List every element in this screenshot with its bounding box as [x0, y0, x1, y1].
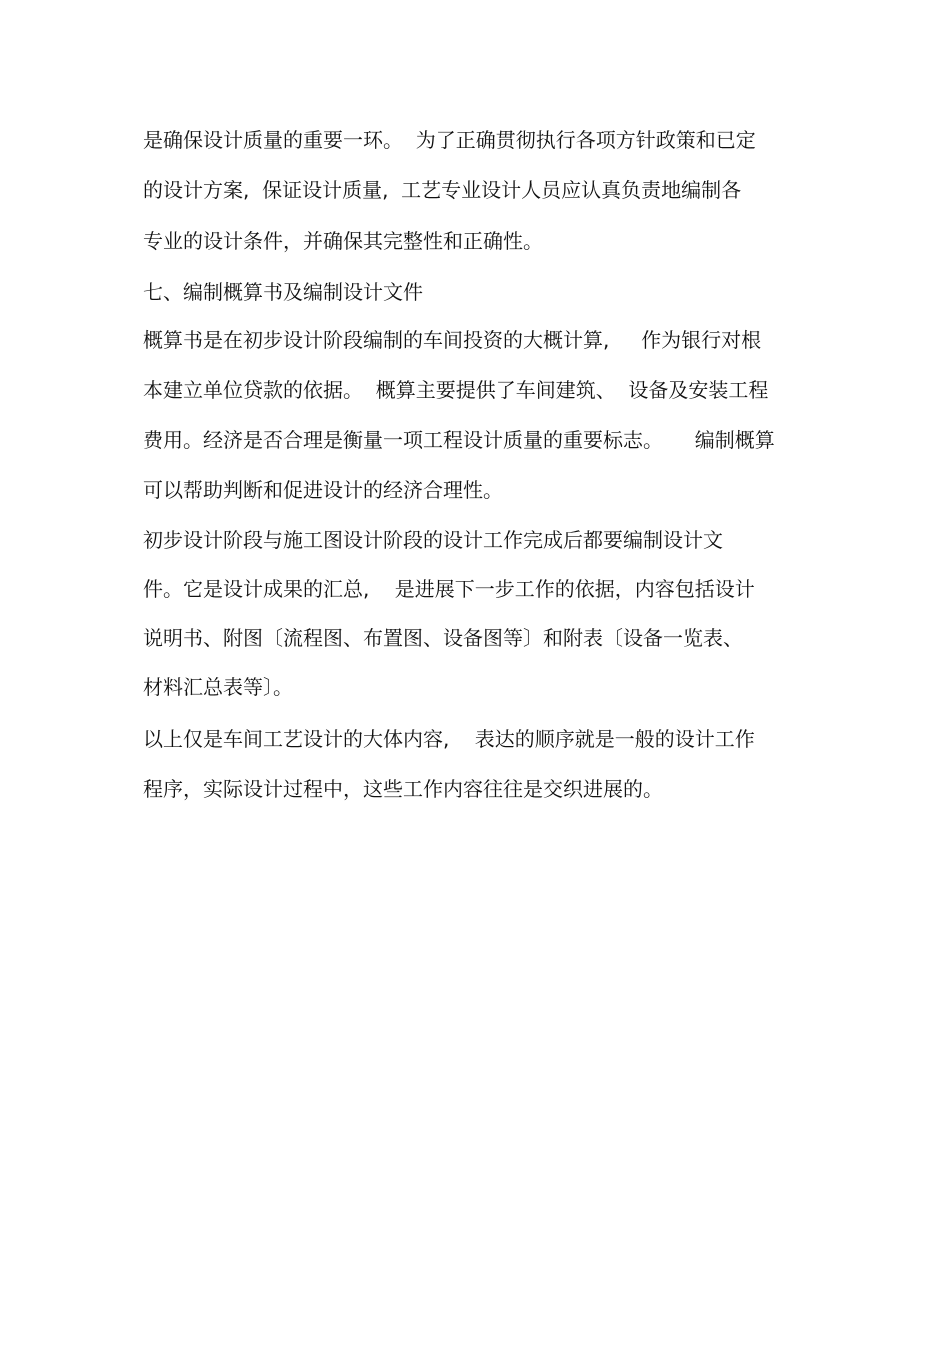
body-text-line: 可以帮助判断和促进设计的经济合理性。	[143, 478, 503, 502]
body-text-line: 件。它是设计成果的汇总, 是进展下一步工作的依据，内容包括设计	[143, 577, 755, 601]
body-text-line: 初步设计阶段与施工图设计阶段的设计工作完成后都要编制设计文	[143, 528, 723, 552]
body-text-line: 材料汇总表等〕。	[143, 675, 293, 699]
body-text-line: 概算书是在初步设计阶段编制的车间投资的大概计算, 作为银行对根	[143, 328, 762, 352]
body-text-line: 费用。经济是否合理是衡量一项工程设计质量的重要标志。 编制概算	[143, 428, 775, 452]
body-text-line: 的设计方案, 保证设计质量, 工艺专业设计人员应认真负责地编制各	[143, 178, 742, 202]
body-text-line: 本建立单位贷款的依据。 概算主要提供了车间建筑、 设备及安装工程	[143, 378, 769, 402]
body-text-line: 以上仅是车间工艺设计的大体内容, 表达的顺序就是一般的设计工作	[143, 727, 755, 751]
body-text-line: 说明书、附图〔流程图、布置图、设备图等〕和附表〔设备一览表、	[143, 626, 743, 650]
body-text-line: 专业的设计条件，并确保其完整性和正确性。	[143, 229, 543, 253]
body-text-line: 是确保设计质量的重要一环。 为了正确贯彻执行各项方针政策和已定	[143, 128, 756, 152]
body-text-line: 程序，实际设计过程中，这些工作内容往往是交织进展的。	[143, 777, 663, 801]
section-heading: 七、编制概算书及编制设计文件	[143, 280, 423, 304]
